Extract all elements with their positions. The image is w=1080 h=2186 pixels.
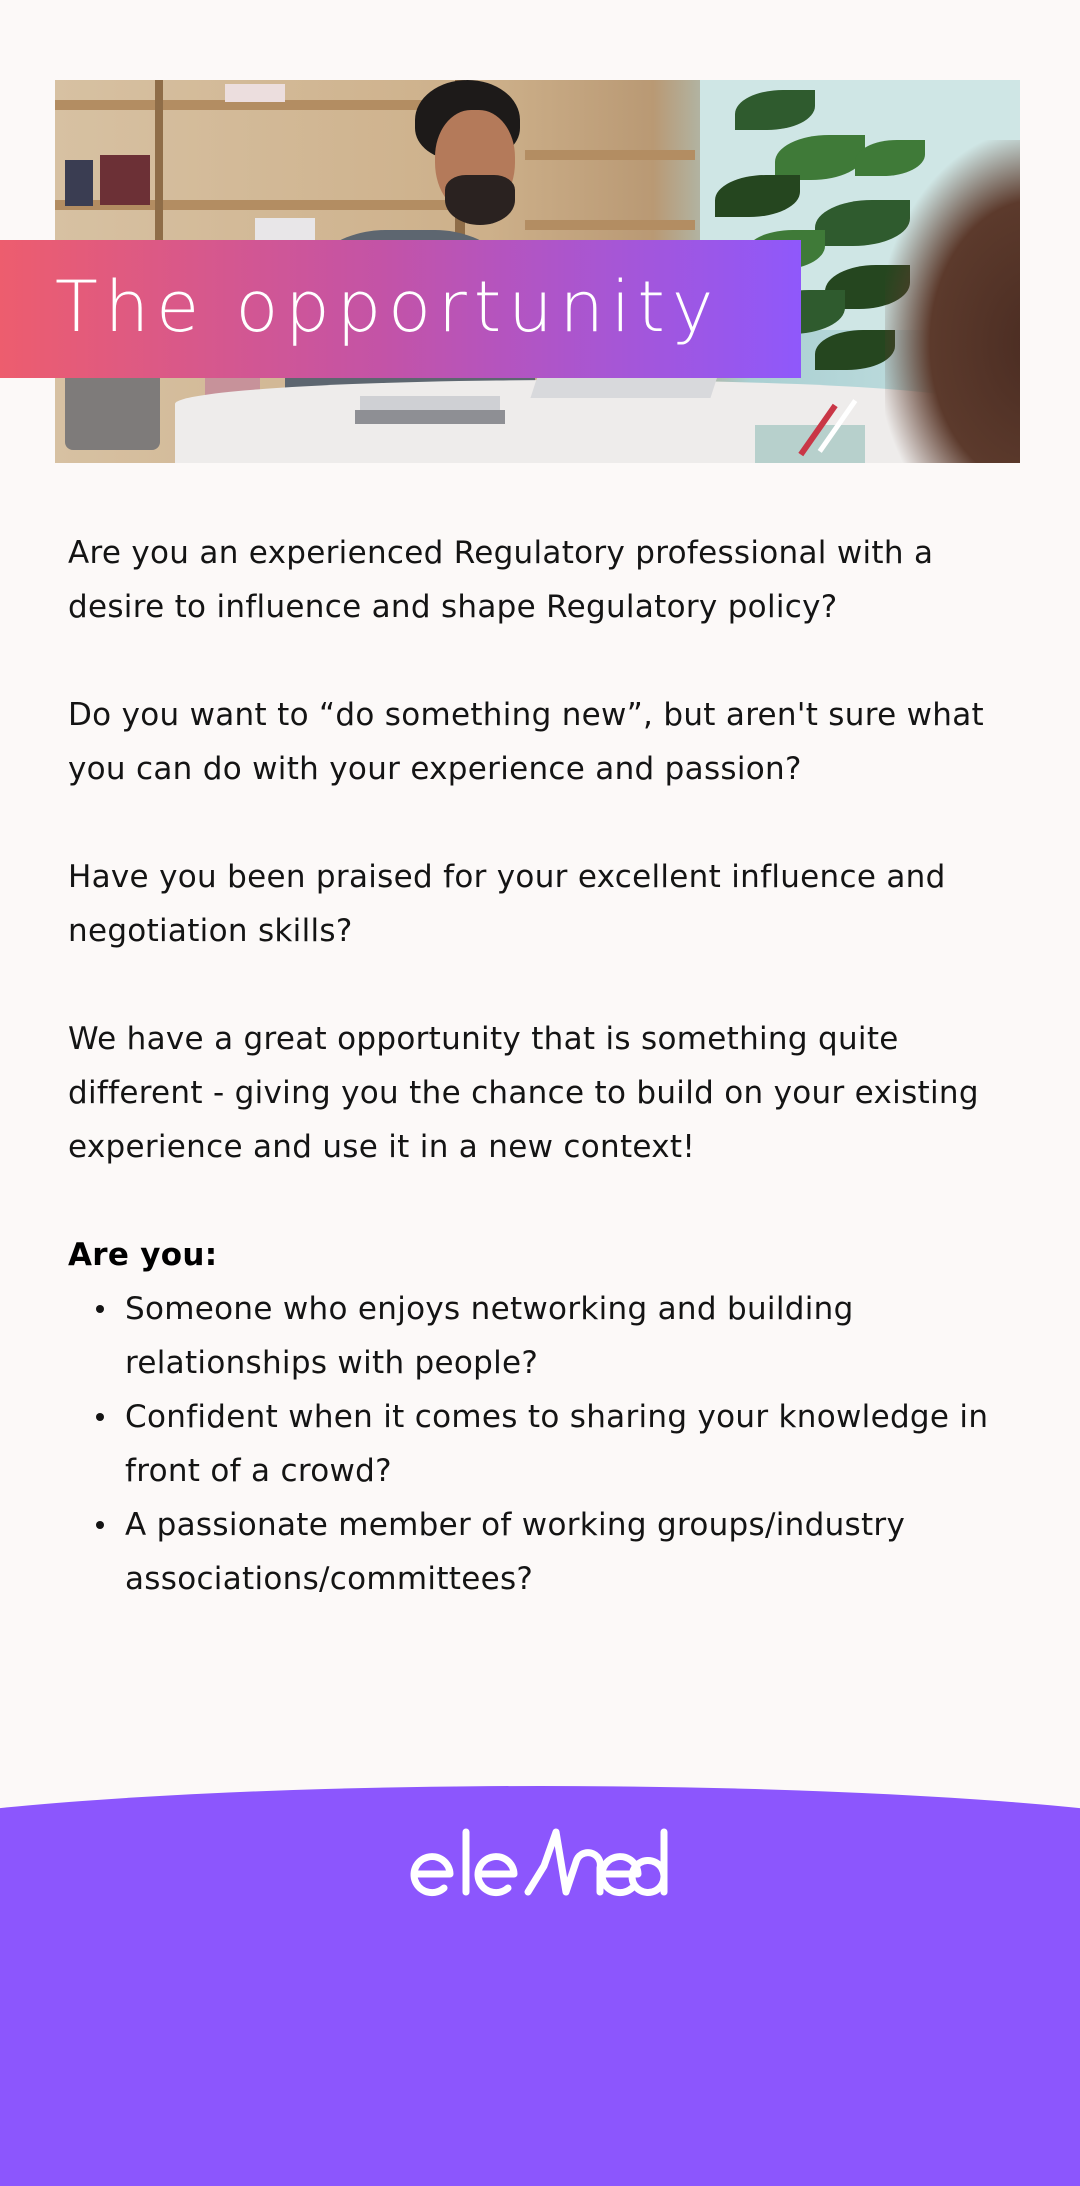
intro-paragraph: Are you an experienced Regulatory professional with a desire to influence and shape Regulatory policy? xyxy=(68,535,934,625)
list-item: Confident when it comes to sharing your knowledge in front of a crowd? xyxy=(125,1390,998,1498)
intro-paragraph: Do you want to “do something new”, but aren't sure what you can do with your experience and passion? xyxy=(68,697,984,787)
body-content xyxy=(68,526,998,1606)
page-title: The opportunity xyxy=(55,266,721,348)
title-banner xyxy=(0,240,801,378)
elemed-logo xyxy=(410,1824,670,1904)
list-item: A passionate member of working groups/industry associations/committees? xyxy=(125,1498,998,1606)
intro-paragraph: We have a great opportunity that is something quite different - giving you the chance to build on your existing experience and use it in a new context! xyxy=(68,1021,979,1165)
intro-paragraph: Have you been praised for your excellent influence and negotiation skills? xyxy=(68,859,946,949)
list-item: Someone who enjoys networking and building relationships with people? xyxy=(125,1282,998,1390)
question-list xyxy=(68,1282,998,1606)
list-heading: Are you: xyxy=(68,1237,218,1273)
